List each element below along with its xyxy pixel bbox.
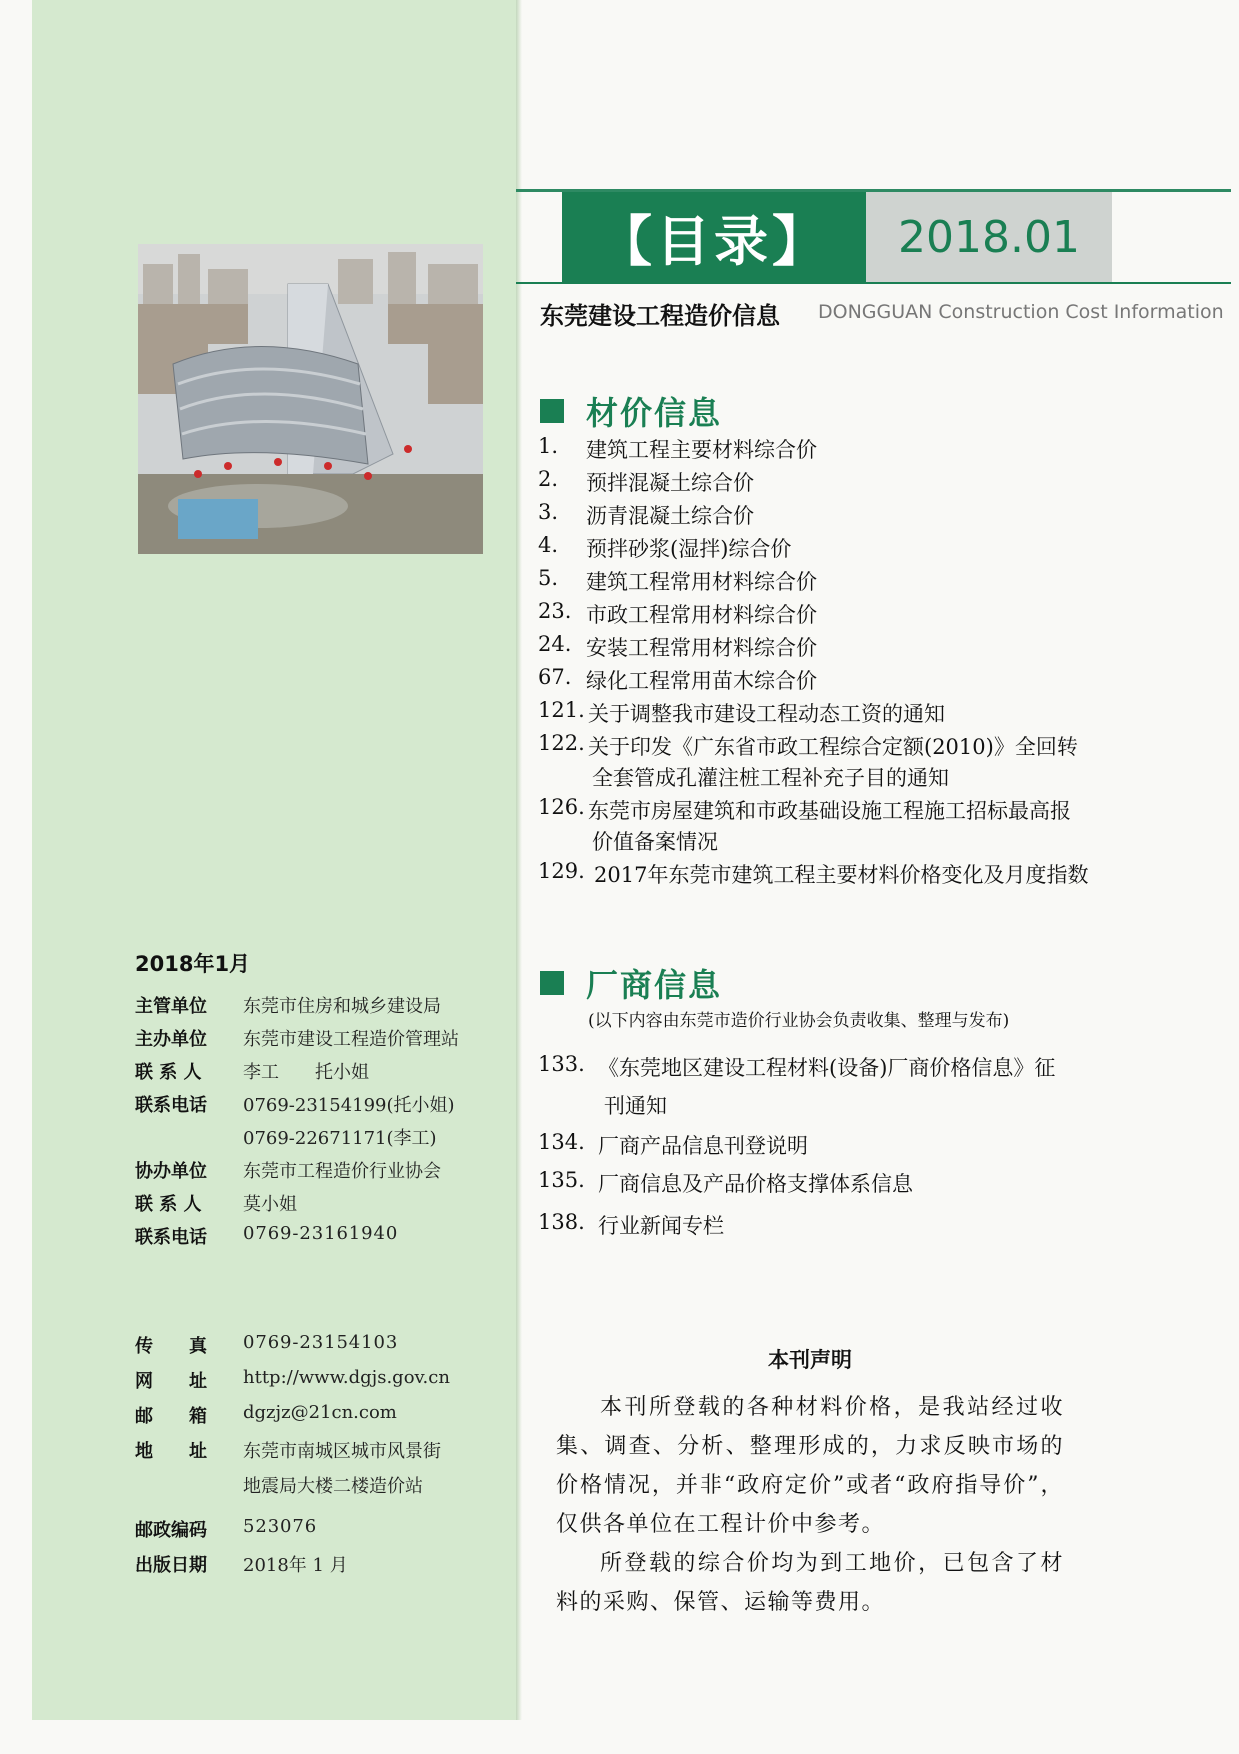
toc-title: 安装工程常用材料综合价 (586, 636, 817, 660)
toc-title: 建筑工程主要材料综合价 (586, 438, 817, 462)
toc-title: 沥青混凝土综合价 (586, 504, 754, 528)
toc-title: 预拌砂浆(湿拌)综合价 (586, 537, 792, 561)
detail-label: 传 真 (135, 1336, 207, 1357)
toc-page-number: 126. (538, 795, 585, 819)
toc-title-continued: 价值备案情况 (592, 830, 718, 854)
postal-value: 2018年 1 月 (243, 1555, 348, 1576)
toc-title: 《东莞地区建设工程材料(设备)厂商价格信息》征 (598, 1056, 1056, 1080)
contact-label: 联系电话 (135, 1227, 207, 1248)
issue-number: 2018.01 (866, 192, 1112, 282)
toc-title: 绿化工程常用苗木综合价 (586, 669, 817, 693)
contact-value: 0769-23154199(托小姐) (243, 1095, 455, 1116)
toc-page-number: 4. (538, 533, 559, 557)
detail-value: 东莞市南城区城市风景街 (243, 1441, 441, 1462)
materials-section-header (540, 388, 722, 434)
publication-date: 2018年1月 (135, 952, 251, 976)
contact-label: 联系电话 (135, 1095, 207, 1116)
toc-title: 行业新闻专栏 (598, 1214, 724, 1238)
toc-page-number: 129. (538, 859, 585, 883)
page-title: 【目录】 (562, 192, 866, 282)
page-fold-shadow (516, 0, 522, 1720)
contact-value: 东莞市工程造价行业协会 (243, 1161, 441, 1182)
toc-title: 关于调整我市建设工程动态工资的通知 (588, 702, 945, 726)
contact-value: 0769-22671171(李工) (243, 1128, 437, 1149)
contact-label: 主管单位 (135, 996, 207, 1017)
cover-photo (138, 244, 483, 554)
toc-page-number: 67. (538, 665, 572, 689)
contact-value: 李工 托小姐 (243, 1062, 369, 1083)
toc-page-number: 24. (538, 632, 572, 656)
toc-page-number: 23. (538, 599, 572, 623)
toc-page-number: 138. (538, 1210, 585, 1234)
toc-page-number: 1. (538, 434, 559, 458)
toc-page-number: 122. (538, 731, 585, 755)
detail-label: 邮 箱 (135, 1406, 207, 1427)
toc-title: 建筑工程常用材料综合价 (586, 570, 817, 594)
toc-title: 厂商信息及产品价格支撑体系信息 (598, 1172, 913, 1196)
contact-value: 东莞市住房和城乡建设局 (243, 996, 441, 1017)
contact-value: 莫小姐 (243, 1194, 297, 1215)
detail-value: 0769-23154103 (243, 1332, 399, 1353)
contact-label: 协办单位 (135, 1161, 207, 1182)
notice-body (556, 1388, 1064, 1622)
toc-title: 厂商产品信息刊登说明 (598, 1134, 808, 1158)
contact-label: 联 系 人 (135, 1062, 202, 1083)
toc-page-number: 2. (538, 467, 559, 491)
vendor-note: (以下内容由东莞市造价行业协会负责收集、整理与发布) (588, 1011, 1010, 1031)
header-rule (516, 282, 1231, 284)
toc-title: 预拌混凝土综合价 (586, 471, 754, 495)
detail-label: 地 址 (135, 1441, 207, 1462)
notice-paragraph: 本刊所登载的各种材料价格，是我站经过收集、调查、分析、整理形成的，力求反映市场的价格情况，并非“政府定价”或者“政府指导价”，仅供各单位在工程计价中参考。 (556, 1395, 1064, 1537)
toc-page-number: 133. (538, 1052, 585, 1076)
email-link[interactable]: dgzjz@21cn.com (243, 1402, 397, 1423)
square-bullet-icon (540, 971, 564, 995)
postal-label: 出版日期 (135, 1555, 207, 1576)
toc-page-number: 134. (538, 1130, 585, 1154)
toc-title: 2017年东莞市建筑工程主要材料价格变化及月度指数 (594, 863, 1089, 887)
toc-page-number: 5. (538, 566, 559, 590)
contact-label: 主办单位 (135, 1029, 207, 1050)
publication-name-cn: 东莞建设工程造价信息 (540, 302, 780, 330)
square-bullet-icon (540, 399, 564, 423)
toc-page-number: 121. (538, 698, 585, 722)
detail-value: 地震局大楼二楼造价站 (243, 1476, 423, 1497)
section-title: 材价信息 (586, 394, 723, 432)
contact-value: 东莞市建设工程造价管理站 (243, 1029, 459, 1050)
toc-page-number: 3. (538, 500, 559, 524)
toc-title: 东莞市房屋建筑和市政基础设施工程施工招标最高报 (588, 799, 1071, 823)
section-title: 厂商信息 (586, 966, 723, 1004)
detail-label: 网 址 (135, 1371, 207, 1392)
toc-title-continued: 全套管成孔灌注桩工程补充子目的通知 (592, 766, 949, 790)
postal-label: 邮政编码 (135, 1520, 207, 1541)
postal-value: 523076 (243, 1516, 318, 1537)
toc-title: 市政工程常用材料综合价 (586, 603, 817, 627)
contact-label: 联 系 人 (135, 1194, 202, 1215)
publication-name-en: DONGGUAN Construction Cost Information (818, 301, 1224, 323)
toc-title: 关于印发《广东省市政工程综合定额(2010)》全回转 (588, 735, 1078, 759)
vendors-section-header (540, 960, 722, 1006)
toc-page-number: 135. (538, 1168, 585, 1192)
toc-title-continued: 刊通知 (604, 1094, 667, 1118)
contact-value: 0769-23161940 (243, 1223, 399, 1244)
notice-paragraph: 所登载的综合价均为到工地价，已包含了材料的采购、保管、运输等费用。 (556, 1551, 1064, 1615)
notice-title: 本刊声明 (768, 1348, 852, 1372)
website-link[interactable]: http://www.dgjs.gov.cn (243, 1367, 450, 1388)
